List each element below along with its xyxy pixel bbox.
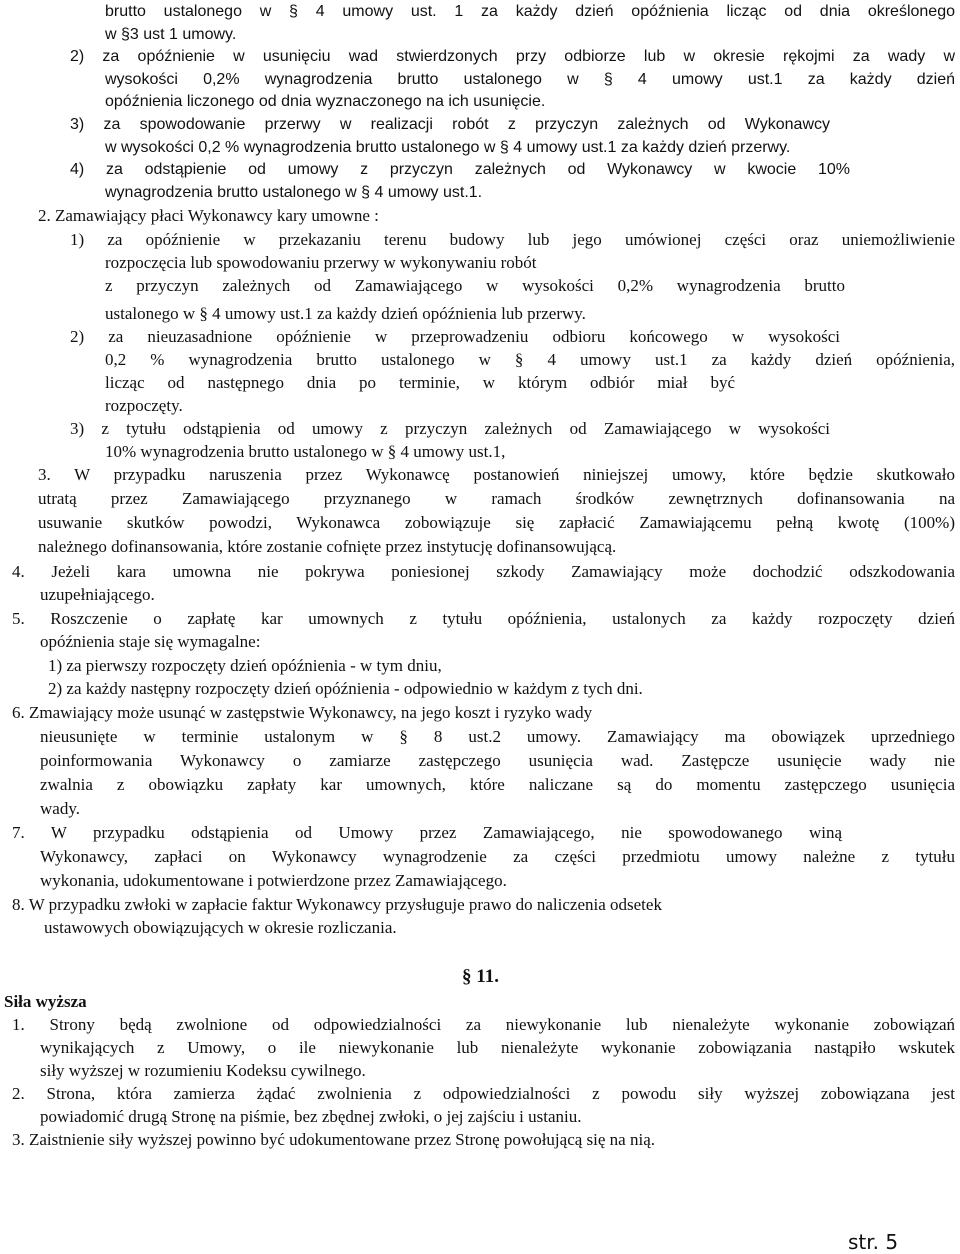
page-number: str. 5 xyxy=(848,1230,899,1254)
section-number: § 11. xyxy=(462,966,499,987)
text-line: brutto ustalonego w § 4 umowy ust. 1 za każdy dzień opóźnienia licząc od dnia określonego xyxy=(105,3,955,20)
text-line: wysokości 0,2% wynagrodzenia brutto ustalonego w § 4 umowy ust.1 za każdy dzień xyxy=(105,71,955,88)
text-line: 10% wynagrodzenia brutto ustalonego w § 4 umowy ust.1, xyxy=(105,442,506,461)
text-line: 1) za opóźnienie w przekazaniu terenu budowy lub jego umówionej części oraz uniemożliwienie xyxy=(70,230,955,249)
text-line: siły wyższej w rozumieniu Kodeksu cywilnego. xyxy=(40,1061,366,1080)
list-item: 2. Strona, która zamierza żądać zwolnienia z odpowiedzialności z powodu siły wyższej zobowiązana jest xyxy=(12,1084,955,1103)
text-line: usuwanie skutków powodzi, Wykonawca zobowiązuje się zapłacić Zamawiającemu pełną kwotę (100%) xyxy=(38,513,955,532)
text-line: zwalnia z obowiązku zapłaty kar umownych, które naliczane są do momentu zastępczego usunięcia xyxy=(40,775,955,794)
text-line: opóźnienia staje się wymagalne: xyxy=(40,632,261,651)
text-line: ustawowych obowiązujących w okresie rozliczania. xyxy=(44,918,397,937)
list-item: 3. W przypadku naruszenia przez Wykonawcę postanowień niniejszej umowy, które będzie skutkowało xyxy=(38,465,955,484)
text-line: w wysokości 0,2 % wynagrodzenia brutto ustalonego w § 4 umowy ust.1 za każdy dzień przerwy. xyxy=(105,139,791,156)
text-line: 2) za każdy następny rozpoczęty dzień opóźnienia - odpowiednio w każdym z tych dni. xyxy=(48,679,643,698)
list-item-heading: 2. Zamawiający płaci Wykonawcy kary umowne : xyxy=(38,206,379,225)
text-line: licząc od następnego dnia po terminie, w którym odbiór miał być xyxy=(105,373,735,392)
text-line: 2) za nieuzasadnione opóźnienie w przeprowadzeniu odbioru końcowego w wysokości xyxy=(70,327,840,346)
list-item: 7. W przypadku odstąpienia od Umowy przez Zamawiającego, nie spowodowanego winą xyxy=(12,823,842,842)
text-line: 2) za opóźnienie w usunięciu wad stwierdzonych przy odbiorze lub w okresie rękojmi za wady w xyxy=(70,48,955,65)
text-line: rozpoczęty. xyxy=(105,396,183,415)
list-item: 1. Strony będą zwolnione od odpowiedzialności za niewykonanie lub nienależyte wykonanie zobowiązań xyxy=(12,1015,955,1034)
text-line: w §3 ust 1 umowy. xyxy=(105,26,237,43)
list-item: 4. Jeżeli kara umowna nie pokrywa poniesionej szkody Zamawiający może dochodzić odszkodowania xyxy=(12,562,955,581)
text-line: z przyczyn zależnych od Zamawiającego w wysokości 0,2% wynagrodzenia brutto xyxy=(105,276,845,295)
text-line: 3) z tytułu odstąpienia od umowy z przyczyn zależnych od Zamawiającego w wysokości xyxy=(70,419,830,438)
text-line: powiadomić drugą Stronę na piśmie, bez zbędnej zwłoki, o jej zajściu i ustaniu. xyxy=(40,1107,582,1126)
text-line: 1) za pierwszy rozpoczęty dzień opóźnienia - w tym dniu, xyxy=(48,656,442,675)
text-line: 0,2 % wynagrodzenia brutto ustalonego w § 4 umowy ust.1 za każdy dzień opóźnienia, xyxy=(105,350,955,369)
section-title: Siła wyższa xyxy=(4,992,87,1011)
text-line: nieusunięte w terminie ustalonym w § 8 ust.2 umowy. Zamawiający ma obowiązek uprzedniego xyxy=(40,727,955,746)
list-item: 8. W przypadku zwłoki w zapłacie faktur Wykonawcy przysługuje prawo do naliczenia odsetek xyxy=(12,895,662,914)
text-line: uzupełniającego. xyxy=(40,585,155,604)
list-item: 3. Zaistnienie siły wyższej powinno być udokumentowane przez Stronę powołującą się na nią. xyxy=(12,1130,655,1149)
text-line: opóźnienia liczonego od dnia wyznaczonego na ich usunięcie. xyxy=(105,93,546,110)
text-line: wady. xyxy=(40,799,80,818)
text-line: należnego dofinansowania, które zostanie cofnięte przez instytucję dofinansowującą. xyxy=(38,537,617,556)
text-line: 3) za spowodowanie przerwy w realizacji robót z przyczyn zależnych od Wykonawcy xyxy=(70,116,830,133)
text-line: wykonania, udokumentowane i potwierdzone przez Zamawiającego. xyxy=(40,871,507,890)
text-line: Wykonawcy, zapłaci on Wykonawcy wynagrodzenie za części przedmiotu umowy należne z tytułu xyxy=(40,847,955,866)
list-item: 5. Roszczenie o zapłatę kar umownych z tytułu opóźnienia, ustalonych za każdy rozpoczęty dzień xyxy=(12,609,955,628)
text-line: utratą przez Zamawiającego przyznanego w ramach środków zewnętrznych dofinansowania na xyxy=(38,489,955,508)
text-line: 4) za odstąpienie od umowy z przyczyn zależnych od Wykonawcy w kwocie 10% xyxy=(70,161,850,178)
text-line: wynagrodzenia brutto ustalonego w § 4 umowy ust.1. xyxy=(105,184,483,201)
text-line: poinformowania Wykonawcy o zamiarze zastępczego usunięcia wad. Zastępcze usunięcie wady nie xyxy=(40,751,955,770)
list-item: 6. Zmawiający może usunąć w zastępstwie Wykonawcy, na jego koszt i ryzyko wady xyxy=(12,703,593,722)
text-line: wynikających z Umowy, o ile niewykonanie lub nienależyte wykonanie zobowiązania nastąpiło wskutek xyxy=(40,1038,955,1057)
text-line: rozpoczęcia lub spowodowaniu przerwy w wykonywaniu robót xyxy=(105,253,537,272)
text-line: ustalonego w § 4 umowy ust.1 za każdy dzień opóźnienia lub przerwy. xyxy=(105,304,586,323)
